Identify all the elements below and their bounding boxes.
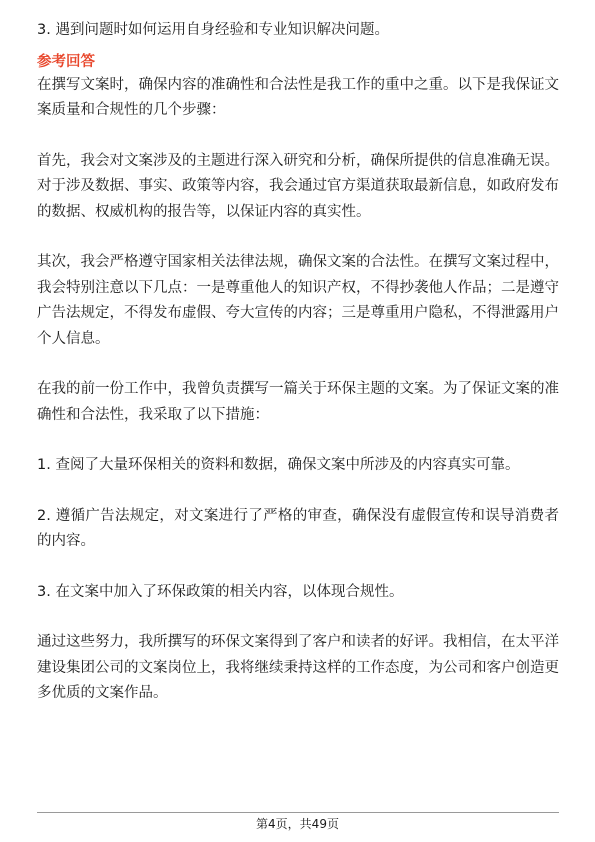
- page-number-footer: 第4页，共49页: [256, 817, 339, 831]
- measure-item-2: 2. 遵循广告法规定，对文案进行了严格的审查，确保没有虚假宣传和误导消费者的内容。: [37, 507, 559, 549]
- answer-paragraph-example: 在我的前一份工作中，我曾负责撰写一篇关于环保主题的文案。为了保证文案的准确性和合法性，我采取了以下措施：: [37, 381, 559, 423]
- footer-divider: [37, 812, 559, 813]
- page-content: [37, 18, 559, 707]
- measure-item-3: 3. 在文案中加入了环保政策的相关内容，以体现合规性。: [37, 583, 404, 600]
- answer-label: 参考回答: [37, 53, 95, 70]
- question-text: 3. 遇到问题时如何运用自身经验和专业知识解决问题。: [37, 22, 389, 38]
- answer-paragraph-conclusion: 通过这些努力，我所撰写的环保文案得到了客户和读者的好评。我相信，在太平洋建设集团公司的文案岗位上，我将继续秉持这样的工作态度，为公司和客户创造更多优质的文案作品。: [37, 634, 559, 701]
- measure-item-1: 1. 查阅了大量环保相关的资料和数据，确保文案中所涉及的内容真实可靠。: [37, 457, 520, 473]
- answer-paragraph-intro: 在撰写文案时，确保内容的准确性和合法性是我工作的重中之重。以下是我保证文案质量和合规性的几个步骤：: [37, 76, 559, 118]
- answer-paragraph-second: 其次，我会严格遵守国家相关法律法规，确保文案的合法性。在撰写文案过程中，我会特别注意以下几点：一是尊重他人的知识产权，不得抄袭他人作品；二是遵守广告法规定，不得发布虚假、夸大宣传的内容；三是尊重用户隐私，不得泄露用户个人信息。: [37, 254, 559, 347]
- answer-paragraph-first: 首先，我会对文案涉及的主题进行深入研究和分析，确保所提供的信息准确无误。对于涉及数据、事实、政策等内容，我会通过官方渠道获取最新信息，如政府发布的数据、权威机构的报告等，以保证内容的真实性。: [37, 152, 559, 220]
